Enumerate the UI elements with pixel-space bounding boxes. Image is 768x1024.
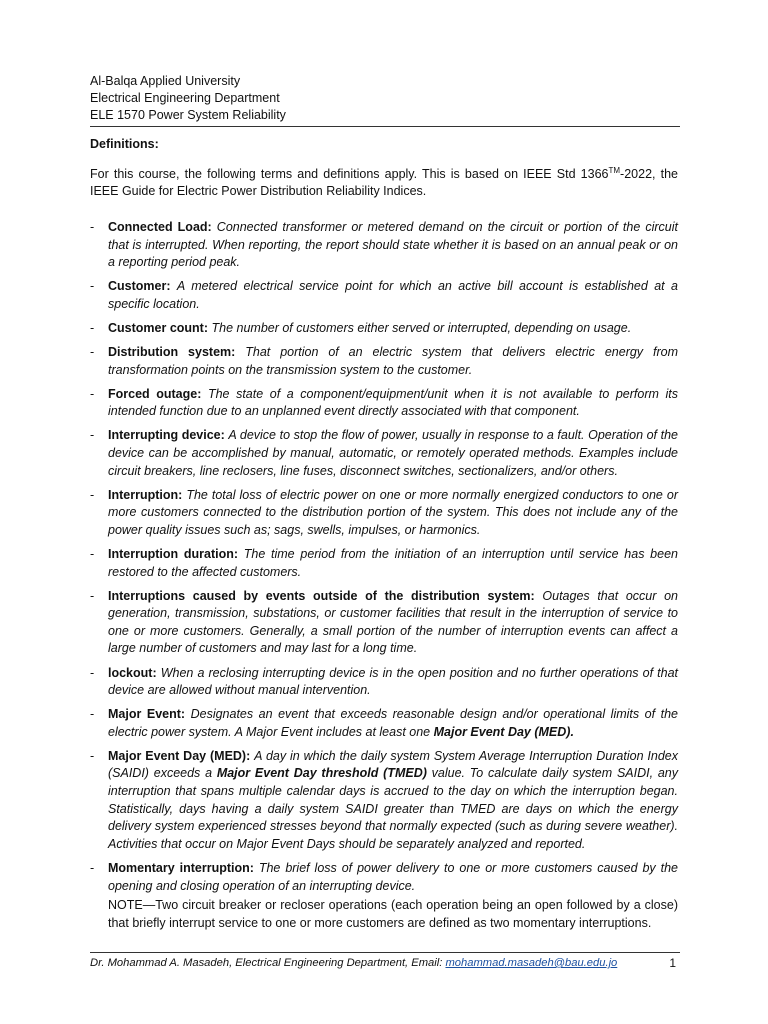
definition-text: When a reclosing interrupting device is in the open position and no further operations of that device are allowed without manual intervention. <box>108 665 679 698</box>
department-name: Electrical Engineering Department <box>90 91 280 105</box>
definition-item <box>90 219 678 272</box>
definitions-list <box>90 219 678 895</box>
definition-text: A metered electrical service point for which an active bill account is established at a specific location. <box>108 279 678 311</box>
definition-text-continued: value. To calculate daily system SAIDI, any interruption that spans multiple calendar days is accrued to the day on which the interruption began. Statistically, days having a daily system SAIDI greater than TMED are days on which the energy delivery system experienced stresses beyond that normally expected (such as during severe weather). Activities that occur on Major Event Days should be separately analyzed and reported. <box>108 766 678 851</box>
course-title: ELE 1570 Power System Reliability <box>90 108 286 122</box>
document-body <box>90 136 678 932</box>
definition-text: Outages that occur on generation, transmission, substations, or customer facilities that result in the interruption of service to one or more customers. Generally, a small portion of the number of interruption events can affect a large number of customers and may last for a long time. <box>108 588 678 656</box>
list-dash: - <box>90 748 95 763</box>
list-dash: - <box>90 428 95 443</box>
university-name: Al-Balqa Applied University <box>90 74 241 88</box>
intro-paragraph <box>90 162 678 201</box>
list-dash: - <box>90 588 95 603</box>
definition-item <box>90 588 678 658</box>
list-dash: - <box>90 665 95 680</box>
page-footer <box>90 955 680 971</box>
definition-item <box>90 665 678 700</box>
list-dash: - <box>90 345 95 359</box>
definition-term: Major Event: <box>108 707 186 722</box>
definition-term: Interruption: <box>108 487 183 502</box>
definition-text: A day in which the daily system System Average Interruption Duration Index (SAIDI) exceeds a <box>108 748 678 781</box>
definition-term: Customer: <box>108 279 171 294</box>
footer-email-link[interactable]: mohammad.masadeh@bau.edu.jo <box>445 957 618 969</box>
emphasized-term: Major Event Day (MED). <box>433 724 574 739</box>
page-number: 1 <box>669 956 676 970</box>
list-dash: - <box>90 487 95 502</box>
definition-item <box>90 320 678 338</box>
list-dash: - <box>90 279 95 294</box>
definition-item <box>90 546 678 581</box>
definition-text: Connected transformer or metered demand on the circuit or portion of the circuit that is interrupted. When reporting, the report should state whether it is based on an annual peak or on a reporting period peak. <box>108 219 678 270</box>
definition-term: Interruption duration: <box>108 546 239 561</box>
definition-text: The number of customers either served or interrupted, depending on usage. <box>211 320 632 335</box>
definition-text: Designates an event that exceeds reasonable design and/or operational limits of the electric power system. A Major Event includes at least one <box>108 707 678 739</box>
definition-text: The time period from the initiation of an interruption until service has been restored to the affected customers. <box>108 546 678 579</box>
header-divider <box>90 126 680 127</box>
definition-item-major-event <box>90 706 678 741</box>
note-paragraph: NOTE—Two circuit breaker or recloser operations (each operation being an open followed by a close) that briefly interrupt service to one or more customers are defined as two momentary interruptions. <box>108 898 678 930</box>
intro-text-end: -2022, the IEEE Guide for Electric Power Distribution Reliability Indices. <box>90 166 679 199</box>
document-header <box>90 73 680 124</box>
definition-term: Forced outage: <box>108 386 202 401</box>
definition-term: lockout: <box>108 665 157 680</box>
definition-term: Momentary interruption: <box>108 860 254 875</box>
section-heading: Definitions: <box>90 137 159 151</box>
definition-item <box>90 278 678 313</box>
emphasized-term: Major Event Day threshold (TMED) <box>216 766 427 781</box>
definition-term: Distribution system: <box>108 345 236 359</box>
list-dash: - <box>90 386 95 401</box>
definition-text: A device to stop the flow of power, usually in response to a fault. Operation of the device can be accomplished by manual, automatic, or remotely operated methods. Examples include circuit breakers, line reclosers, line fuses, disconnect switches, sectionalizers, and/or others. <box>108 428 678 478</box>
list-dash: - <box>90 860 95 875</box>
definition-text: That portion of an electric system that delivers electric energy from transformation points on the transmission system to the customer. <box>108 345 678 377</box>
definition-item <box>90 487 678 540</box>
definition-term: Customer count: <box>108 320 208 335</box>
list-dash: - <box>90 546 95 561</box>
definition-item <box>90 344 678 379</box>
definition-item-momentary <box>90 860 678 895</box>
definition-text: The total loss of electric power on one or more normally energized conductors to one or more customers connected to the distribution portion of the system. This does not include any of the power quality issues such as; sags, swells, impulses, or harmonics. <box>108 487 678 537</box>
definition-text: The brief loss of power delivery to one or more customers caused by the opening and closing operation of an interrupting device. <box>108 860 678 893</box>
list-dash: - <box>90 219 95 234</box>
trademark-superscript: TM <box>608 165 621 175</box>
definition-text: The state of a component/equipment/unit when it is not available to perform its intended function due to an unplanned event directly associated with that component. <box>108 386 678 419</box>
list-dash: - <box>90 320 95 335</box>
definition-term: Connected Load: <box>108 219 212 234</box>
definition-item-med <box>90 748 678 854</box>
definition-term: Major Event Day (MED): <box>108 748 251 763</box>
footer-author: Dr. Mohammad A. Masadeh, Electrical Engineering Department, Email: <box>90 957 443 969</box>
definition-item <box>90 427 678 480</box>
definition-item <box>90 386 678 421</box>
intro-text-start: For this course, the following terms and definitions apply. This is based on IEEE Std 1366 <box>90 166 609 181</box>
footer-divider <box>90 952 680 953</box>
list-dash: - <box>90 707 95 722</box>
definition-term: Interrupting device: <box>108 428 225 443</box>
definition-term: Interruptions caused by events outside of the distribution system: <box>108 588 535 603</box>
